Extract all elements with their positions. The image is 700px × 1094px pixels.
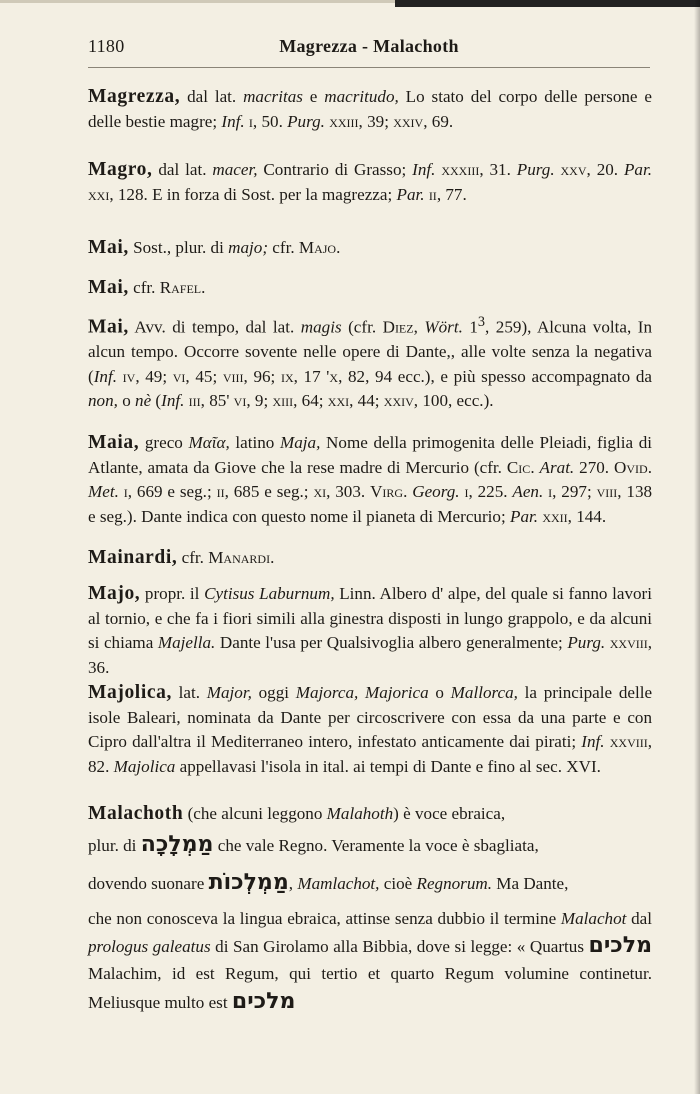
italic-text: Major,	[206, 683, 252, 702]
body-text: (	[151, 391, 162, 411]
small-caps-text: ix	[280, 366, 294, 386]
body-text: , 77.	[436, 184, 467, 204]
italic-text: Par.	[510, 506, 539, 526]
italic-text: macer,	[212, 160, 258, 179]
body-text: ,	[288, 874, 298, 893]
entry-mai-avv	[88, 310, 652, 414]
italic-text: Malachot	[560, 909, 627, 928]
italic-text: Μαῖα,	[188, 433, 230, 452]
italic-text: macritudo,	[324, 87, 399, 106]
body-text: Ma Dante,	[492, 874, 569, 893]
body-text: latino	[229, 433, 281, 452]
body-text: , 259), Alcuna volta, In alcun tempo. Occorre sovente nelle opere di Dante,, alle volte senza la negativa (	[88, 317, 652, 386]
italic-text: Mallorca,	[450, 683, 518, 702]
body-text: propr. il	[140, 584, 205, 603]
body-text: dal	[626, 909, 652, 928]
small-caps-text: Majo	[298, 238, 337, 257]
body-text: Nome della primogenita delle Pleiadi, figlia di Atlante, amata da Giove che la rese madre di Mercurio (cfr.	[88, 433, 653, 477]
headword: Magro,	[88, 159, 153, 180]
headword: Maia,	[88, 432, 140, 453]
body-text: , 297;	[552, 482, 597, 502]
headword: Mai,	[88, 237, 129, 258]
body-text: , 36.	[88, 633, 653, 677]
body-text: ) è voce ebraica,	[393, 804, 506, 823]
body-text: , 144.	[567, 506, 607, 526]
small-caps-text: Ovid	[614, 457, 648, 477]
small-caps-text: ii	[428, 184, 437, 204]
body-text: , 69.	[423, 111, 454, 131]
page-gutter-shadow	[694, 0, 700, 1094]
body-text: , 9;	[246, 391, 273, 411]
body-text: , 20.	[586, 160, 624, 179]
italic-text: Georg.	[412, 482, 460, 502]
small-caps-text: xxxiii	[441, 160, 480, 179]
body-text: e	[302, 87, 325, 106]
body-text: (cfr.	[341, 317, 383, 337]
small-caps-text: viii	[596, 482, 618, 502]
italic-text: majo;	[228, 238, 269, 257]
body-text: .	[201, 278, 206, 297]
italic-text: Par.	[396, 184, 425, 204]
small-caps-text: xxv	[560, 160, 587, 179]
italic-text: Met.	[88, 482, 119, 502]
body-text: che non conosceva la lingua ebraica, attinse senza dubbio il termine	[88, 909, 561, 928]
body-text: dal lat.	[180, 87, 244, 106]
body-text: 270.	[574, 457, 615, 477]
italic-text: Mamlachot,	[297, 874, 380, 893]
body-text: , 39;	[358, 111, 394, 131]
headword: Malachoth	[88, 803, 184, 824]
italic-text: Inf.	[581, 732, 605, 752]
body-text: 1	[462, 317, 478, 337]
small-caps-text: i	[248, 111, 253, 131]
body-text: .	[530, 457, 540, 477]
italic-text: nè	[135, 391, 152, 411]
body-text: cfr.	[268, 238, 299, 257]
italic-text: Inf.	[412, 160, 436, 179]
body-text: di San Girolamo alla Bibbia, dove si legge: « Quartus	[210, 937, 589, 957]
hebrew-word: מַמְלָכָה	[140, 832, 214, 857]
italic-text: non,	[88, 391, 118, 411]
italic-text: Wört.	[424, 317, 463, 337]
body-text: , 49;	[135, 366, 173, 386]
hebrew-word: מַמְלְכוֹת	[208, 870, 289, 895]
small-caps-text: ii	[216, 482, 225, 502]
body-text: , 44;	[349, 391, 384, 411]
italic-text: Aen.	[512, 482, 544, 502]
italic-text: Majolica	[113, 756, 176, 776]
body-text: , 100, ecc.).	[413, 391, 494, 411]
body-text: Contrario di Grasso;	[257, 160, 413, 179]
body-text: , 50.	[252, 111, 288, 131]
italic-text: Par.	[623, 160, 652, 179]
body-text: cioè	[379, 874, 417, 893]
entry-malachoth	[88, 801, 652, 1016]
body-text: , 96;	[243, 366, 281, 386]
body-text: , 17 '	[293, 366, 330, 386]
entry-mainardi	[88, 546, 652, 571]
small-caps-text: xxviii	[609, 732, 648, 752]
body-text: , 82.	[88, 732, 653, 776]
body-text: .	[403, 482, 413, 502]
body-text: , 85'	[200, 391, 234, 411]
headword: Mai,	[88, 316, 129, 338]
small-caps-text: xi	[313, 482, 327, 502]
body-text: Lo stato del corpo delle persone e delle bestie magre;	[88, 87, 652, 131]
entry-mai-sost	[88, 236, 652, 261]
body-text: .	[647, 457, 652, 477]
small-caps-text: xxiii	[329, 111, 359, 131]
italic-text: Cytisus Laburnum,	[204, 584, 335, 603]
body-text: .	[270, 548, 275, 567]
page-number: 1180	[88, 36, 125, 56]
small-caps-text: Diez	[382, 317, 414, 337]
body-text: (che alcuni leggono	[183, 804, 327, 823]
small-caps-text: iv	[122, 366, 136, 386]
superscript: 3	[477, 314, 486, 330]
small-caps-text: Manardi	[208, 548, 271, 567]
malachoth-line-3	[88, 868, 652, 899]
small-caps-text: vi	[172, 366, 186, 386]
entry-magrezza	[88, 85, 652, 134]
malachoth-rest	[88, 905, 652, 1016]
italic-text: Inf.	[221, 111, 245, 131]
body-text: Avv. di tempo, dal lat.	[128, 317, 301, 337]
body-text: che vale Regno. Veramente la voce è sbagliata,	[213, 836, 539, 855]
italic-text: magis	[300, 317, 342, 337]
body-text: , 31.	[479, 160, 517, 179]
headword: Mai,	[88, 277, 129, 298]
small-caps-text: i	[548, 482, 553, 502]
body-text: appellavasi l'isola in ital. ai tempi di Dante e fino al sec. XVI.	[175, 756, 601, 776]
italic-text: Majorca, Majorica	[295, 683, 429, 702]
body-text: Linn. Albero d' alpe, del quale si fanno lavori al tornio, e che fa i fiori simili alla ginestra disposti in lungo grappolo, e da alcuni si chiama	[88, 584, 652, 653]
small-caps-text: i	[123, 482, 128, 502]
page-header	[88, 36, 650, 66]
body-text: la principale delle isole Baleari, nominata da Dante per circoscrivere con essa da una parte e con Cipro dall'altra il Mediterraneo intero, infestato anticamente dai pirati;	[88, 683, 653, 752]
entry-majolica	[88, 681, 652, 779]
small-caps-text: Rafel	[159, 278, 202, 297]
body-text: cfr.	[177, 548, 209, 567]
headword: Magrezza,	[88, 86, 181, 107]
entry-magro	[88, 158, 652, 207]
small-caps-text: xxii	[542, 506, 568, 526]
malachoth-line-1	[88, 801, 652, 826]
body-text: lat.	[171, 683, 207, 702]
body-text: greco	[139, 433, 189, 452]
italic-text: prologus galeatus	[88, 937, 211, 957]
page-edge-shadow	[395, 0, 700, 7]
italic-text: Purg.	[516, 160, 555, 179]
body-text: ,	[413, 317, 425, 337]
small-caps-text: xxi	[327, 391, 350, 411]
italic-text: Purg.	[287, 111, 325, 131]
body-text: dovendo suonare	[88, 874, 209, 893]
body-text: , 138 e seg.). Dante indica con questo nome il pianeta di Mercurio;	[88, 482, 653, 526]
body-text: , 128. E in forza di Sost. per la magrezza;	[109, 184, 397, 204]
italic-text: Inf.	[93, 366, 117, 386]
body-text: o	[117, 391, 136, 411]
entry-maia	[88, 431, 652, 529]
small-caps-text: xxiv	[393, 111, 424, 131]
entry-majo	[88, 582, 652, 680]
body-text: oggi	[251, 683, 296, 702]
body-text: Dante l'usa per Qualsivoglia albero generalmente;	[215, 633, 568, 653]
headword: Mainardi,	[88, 547, 178, 568]
body-text: cfr.	[128, 278, 160, 297]
body-text: , 64;	[293, 391, 328, 411]
entry-mai-rafel	[88, 276, 652, 301]
italic-text: Majella.	[157, 633, 216, 653]
small-caps-text: i	[464, 482, 469, 502]
italic-text: Arat.	[539, 457, 575, 477]
body-text: , 669 e seg.;	[127, 482, 217, 502]
body-text: , 45;	[185, 366, 223, 386]
small-caps-text: Virg	[370, 482, 404, 502]
header-rule	[88, 67, 650, 68]
italic-text: Purg.	[567, 633, 606, 653]
small-caps-text: Cic	[506, 457, 531, 477]
italic-text: macritas	[243, 87, 303, 106]
body-text: .	[336, 238, 341, 257]
body-text: dal lat.	[152, 160, 213, 179]
small-caps-text: xiii	[272, 391, 294, 411]
italic-text: Malahoth	[326, 804, 394, 823]
small-caps-text: viii	[222, 366, 244, 386]
small-caps-text: xxviii	[609, 633, 648, 653]
italic-text: Regnorum.	[416, 874, 492, 893]
body-text: plur. di	[88, 836, 141, 855]
small-caps-text: x	[329, 366, 339, 386]
italic-text: Maja,	[280, 433, 321, 452]
body-text: , 82, 94 ecc.), e più spesso accompagnato da	[338, 366, 652, 386]
body-text: o	[428, 683, 451, 702]
hebrew-word: מלכים	[231, 988, 296, 1014]
hebrew-word: מלכים	[588, 933, 653, 959]
small-caps-text: xxi	[88, 184, 110, 204]
headword: Majolica,	[88, 682, 172, 703]
body-text: , 685 e seg.;	[224, 482, 314, 502]
small-caps-text: vi	[233, 391, 247, 411]
running-head: Magrezza - Malachoth	[279, 36, 459, 56]
body-text: Sost., plur. di	[128, 238, 229, 257]
italic-text: Inf.	[161, 391, 185, 411]
body-text: Malachim, id est Regum, qui tertio et quarto Regum volumine continetur. Meliusque multo est	[88, 964, 652, 1012]
malachoth-line-2	[88, 830, 652, 861]
body-text: , 225.	[468, 482, 513, 502]
body-text: , 303.	[326, 482, 371, 502]
small-caps-text: iii	[188, 391, 201, 411]
headword: Majo,	[88, 583, 141, 604]
small-caps-text: xxiv	[383, 391, 414, 411]
